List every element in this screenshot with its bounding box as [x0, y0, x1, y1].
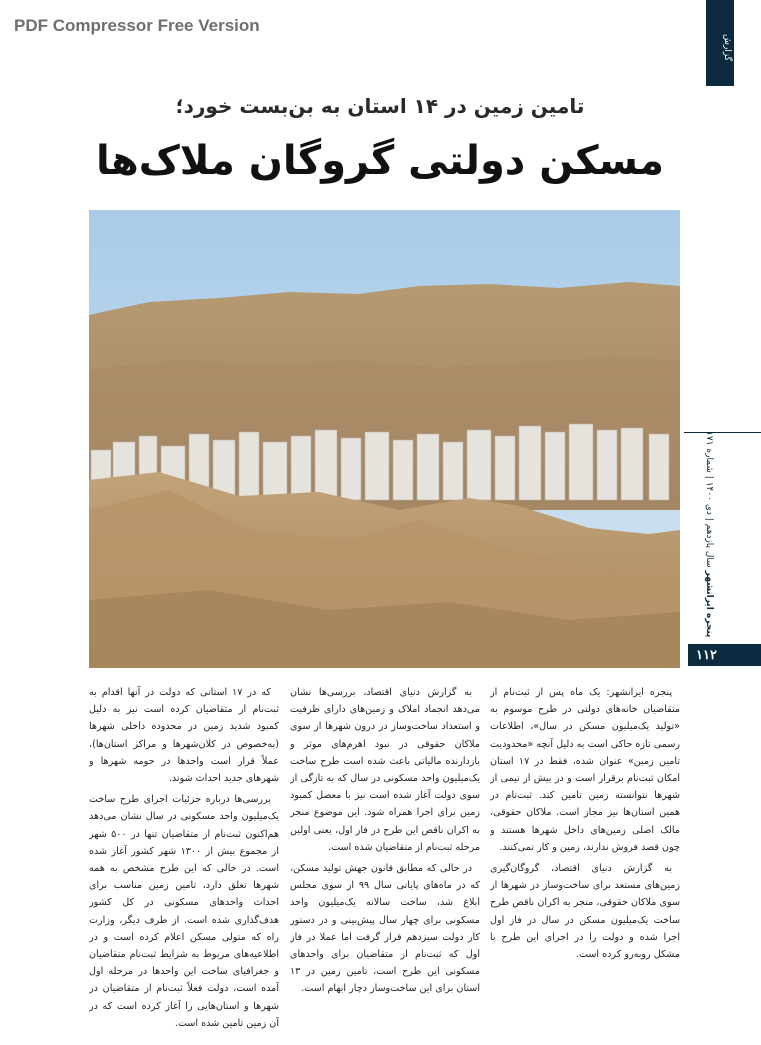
apartment-tower [621, 428, 643, 500]
article-column-right [490, 684, 680, 1030]
housing-landscape-image [89, 210, 680, 668]
apartment-tower [443, 442, 463, 500]
article-kicker: تامین زمین در ۱۴ استان به بن‌بست خورد؛ [175, 94, 585, 118]
paragraph: در حالی که مطابق قانون جهش تولید مسکن، که در ماه‌های پایانی سال ۹۹ از سوی مجلس ابلاغ شد، ساخت سالانه یک‌میلیون واحد مسکونی برای چهار سال پیش‌بینی و در دستور کار دولت سیزدهم قرار گرفت اما عملا در فاز اول که ثبت‌نام از متقاضیان برای واحدهای مسکونی این طرح است، تامین زمین در ۱۳ استان برای این ساخت‌وساز دچار ابهام است. [290, 863, 480, 995]
apartment-tower [263, 442, 287, 500]
apartment-tower [393, 440, 413, 500]
issue-text: سال یازدهم | دی ۱۴۰۰ | شماره ۱۷۱ [704, 430, 714, 568]
apartment-tower [341, 438, 361, 500]
paragraph: که در ۱۷ استانی که دولت در آنها اقدام به ثبت‌نام از متقاضیان کرده است نیز به دلیل کمبود شدید زمین در محدوده داخلی شهرها (به‌خصوص در کلان‌شهرها و مراکز استان‌ها)، عملاً قرار است واحدها در حومه شهرها و شهرهای جدید احداث شوند. [89, 687, 279, 785]
apartment-tower [239, 432, 259, 500]
section-tab-label: گزارش [722, 34, 732, 62]
section-tab [706, 0, 734, 86]
watermark: PDF Compressor Free Version [14, 16, 260, 35]
page-number: ۱۱۲ [688, 644, 761, 666]
article-photo [89, 210, 680, 668]
apartment-tower [569, 424, 593, 500]
article-column-middle [290, 684, 480, 1030]
apartment-tower [467, 430, 491, 500]
apartment-tower [649, 434, 669, 500]
apartment-tower [417, 434, 439, 500]
article-title: مسکن دولتی گروگان ملاک‌ها [96, 138, 664, 184]
paragraph: به گزارش دنیای اقتصاد، گروگان‌گیری زمین‌های مستعد برای ساخت‌وساز در شهرها از سوی ملاکان حقوقی، منجر به اکران ناقص طرح ساخت یک‌میلیون مسکن در سال در فاز اول اجرا شده و دولت را در اجرای این طرح با مشکل روبه‌رو کرده است. [490, 863, 680, 961]
apartment-tower [315, 430, 337, 500]
paragraph: به گزارش دنیای اقتصاد، بررسی‌ها نشان می‌دهد انجماد املاک و زمین‌های دارای ظرفیت و استعداد ساخت‌وساز در درون شهرها از سوی ملاکان حقوقی در نبود اهرم‌های موثر و بازدارنده مالیاتی باعث شده است طرح ساخت یک‌میلیون واحد مسکونی در سال که به تازگی از سوی دولت آغاز شده است نیز با معضل کمبود زمین برای اجرا همراه شود. این موضوع منجر به اکران ناقص این طرح در فاز اول، یعنی اولین مرحله ثبت‌نام از متقاضیان شده است. [290, 687, 480, 853]
magazine-name: پنجره ایرانشهر [704, 570, 714, 637]
apartment-tower [545, 432, 565, 500]
paragraph: بررسی‌ها درباره جزئیات اجرای طرح ساخت یک‌میلیون واحد مسکونی در سال نشان می‌دهد هم‌اکنون ثبت‌نام از متقاضیان تنها در ۵۰۰ شهر از مجموع بیش از ۱۳۰۰ شهر کشور آغاز شده است. در حالی که این طرح مشخص به همه شهرها تعلق دارد، تامین زمین مناسب برای احداث واحدهای مسکونی در کل کشور هدف‌گذاری شده است. از طرف دیگر، وزارت راه که متولی مسکن اعلام کرده است و در اطلاعیه‌های مربوط به شرایط ثبت‌نام متقاضیان و جغرافیای ساخت این واحدها در مرحله اول آمده است، دولت فعلاً ثبت‌نام از متقاضیان در شهرها و استان‌هایی را آغاز کرده است که در آن زمین تامین شده است. [89, 794, 279, 1029]
apartment-tower [495, 436, 515, 500]
apartment-tower [597, 430, 617, 500]
paragraph: پنجره ایرانشهر: یک ماه پس از ثبت‌نام از متقاضیان خانه‌های دولتی در طرح موسوم به «تولید یک‌میلیون مسکن در سال»، اطلاعات رسمی تازه حاکی است به دلیل آنچه «محدودیت تامین زمین» عنوان شده، فقط در ۱۷ استان امکان ثبت‌نام برقرار است و در بیش از نیمی از شهرها نتوانسته زمین تامین کند. ثبت‌نام در همین استان‌ها نیز مجاز است. ملاکان حقوقی، مالک اصلی زمین‌های داخل شهرها هستند و چون قصد فروش ندارند، زمین و کار نمی‌کنند. [490, 687, 680, 853]
magazine-issue-info [692, 430, 714, 637]
apartment-tower [291, 436, 311, 500]
apartment-tower [519, 426, 541, 500]
side-rule [684, 432, 761, 433]
article-column-left [89, 684, 279, 1030]
apartment-tower [365, 432, 389, 500]
